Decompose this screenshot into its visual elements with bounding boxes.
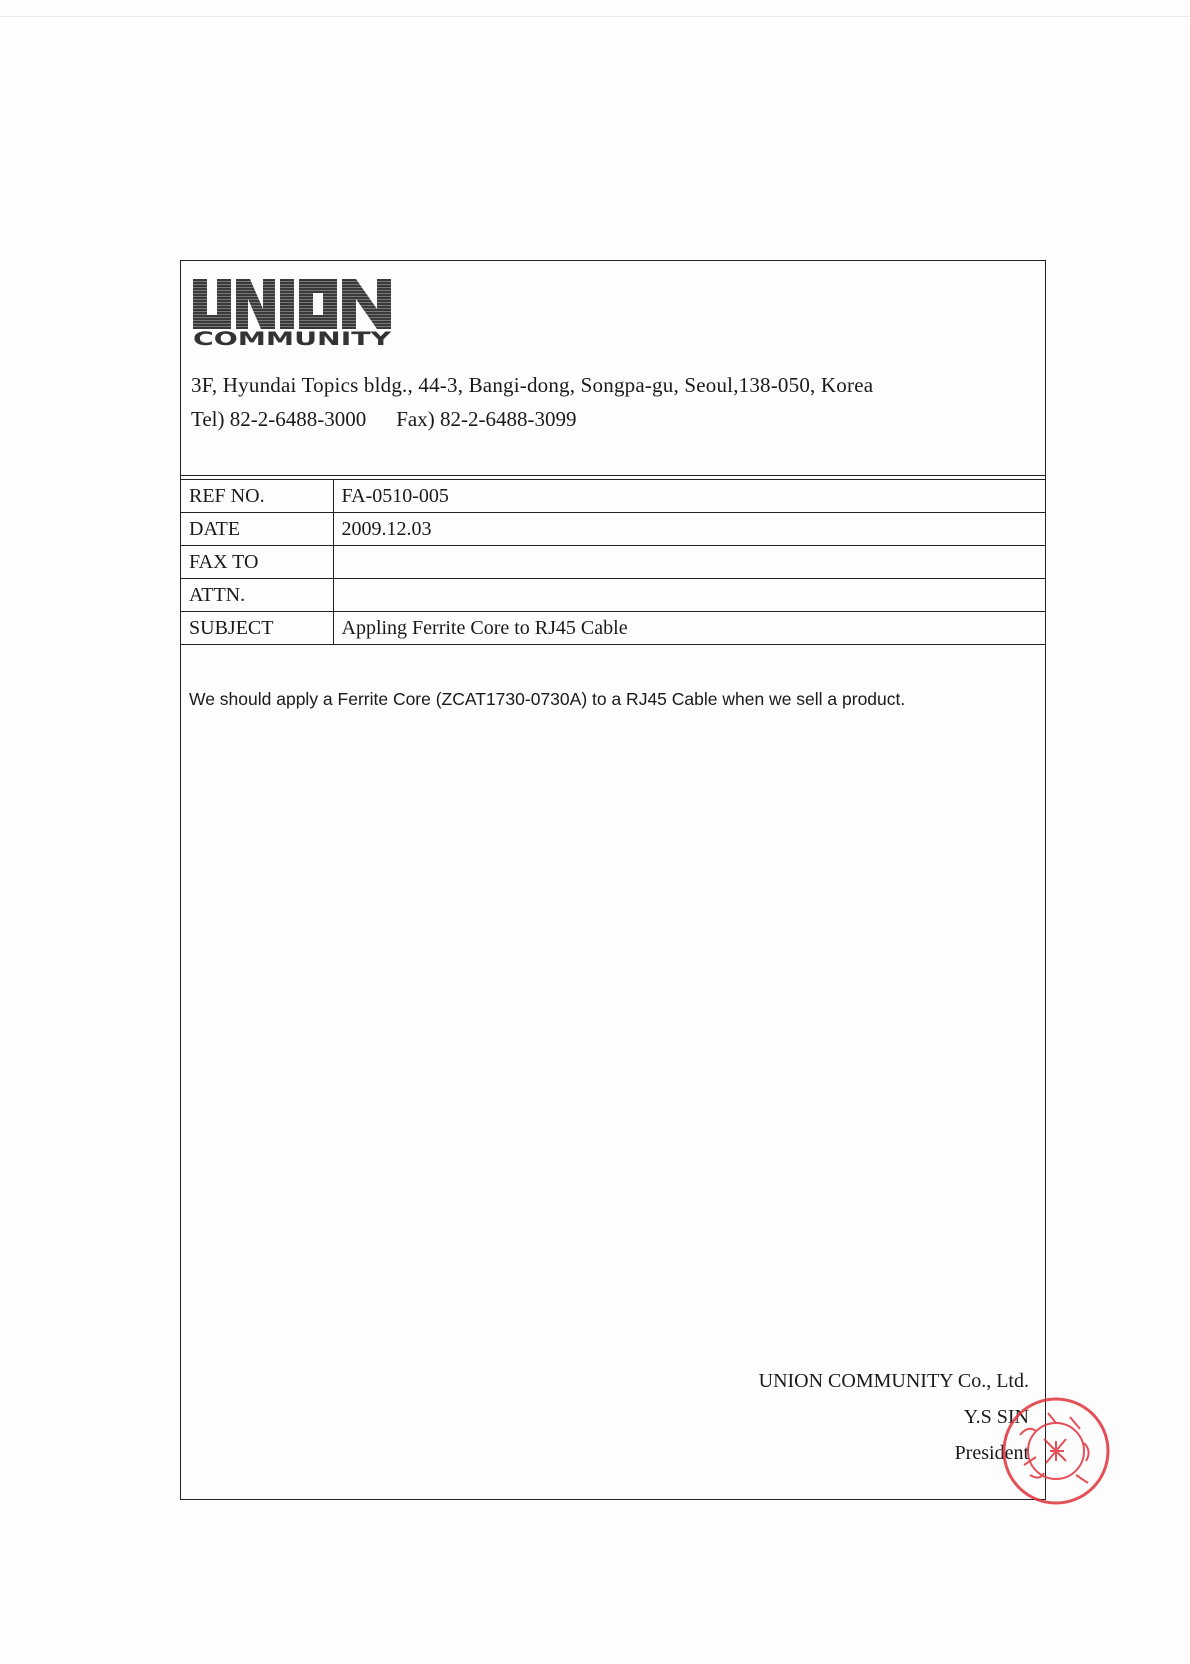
contact-numbers: [191, 407, 576, 432]
table-row: [181, 513, 1045, 546]
field-value: 2009.12.03: [333, 513, 1045, 546]
tel-number: Tel) 82-2-6488-3000: [191, 407, 367, 431]
union-community-logo: [191, 277, 406, 347]
company-address: 3F, Hyundai Topics bldg., 44-3, Bangi-dong, Songpa-gu, Seoul,138-050, Korea: [191, 373, 874, 397]
table-row: [181, 546, 1045, 579]
field-label: SUBJECT: [181, 612, 333, 645]
table-row: [181, 480, 1045, 513]
signature-title: President: [954, 1442, 1029, 1464]
signature-block: [759, 1363, 1029, 1471]
field-value: [333, 579, 1045, 612]
field-label: DATE: [181, 513, 333, 546]
fax-info-table: [181, 479, 1045, 645]
scan-artifact-line: [0, 16, 1190, 17]
field-value: [333, 546, 1045, 579]
fax-cover-frame: [180, 260, 1046, 1500]
message-body: We should apply a Ferrite Core (ZCAT1730-0730A) to a RJ45 Cable when we sell a product.: [189, 689, 906, 709]
field-label: FAX TO: [181, 546, 333, 579]
field-label: REF NO.: [181, 480, 333, 513]
field-value: FA-0510-005: [333, 480, 1045, 513]
signature-name: Y.S SIN: [963, 1406, 1029, 1428]
table-row: [181, 612, 1045, 645]
signature-company: UNION COMMUNITY Co., Ltd.: [758, 1370, 1029, 1392]
table-row: [181, 579, 1045, 612]
fax-number: Fax) 82-2-6488-3099: [396, 407, 577, 431]
letterhead: [181, 261, 1045, 476]
company-seal-stamp: [1000, 1395, 1112, 1507]
field-label: ATTN.: [181, 579, 333, 612]
field-value: Appling Ferrite Core to RJ45 Cable: [333, 612, 1045, 645]
logo-wordmark: COMMUNITY: [193, 328, 392, 347]
